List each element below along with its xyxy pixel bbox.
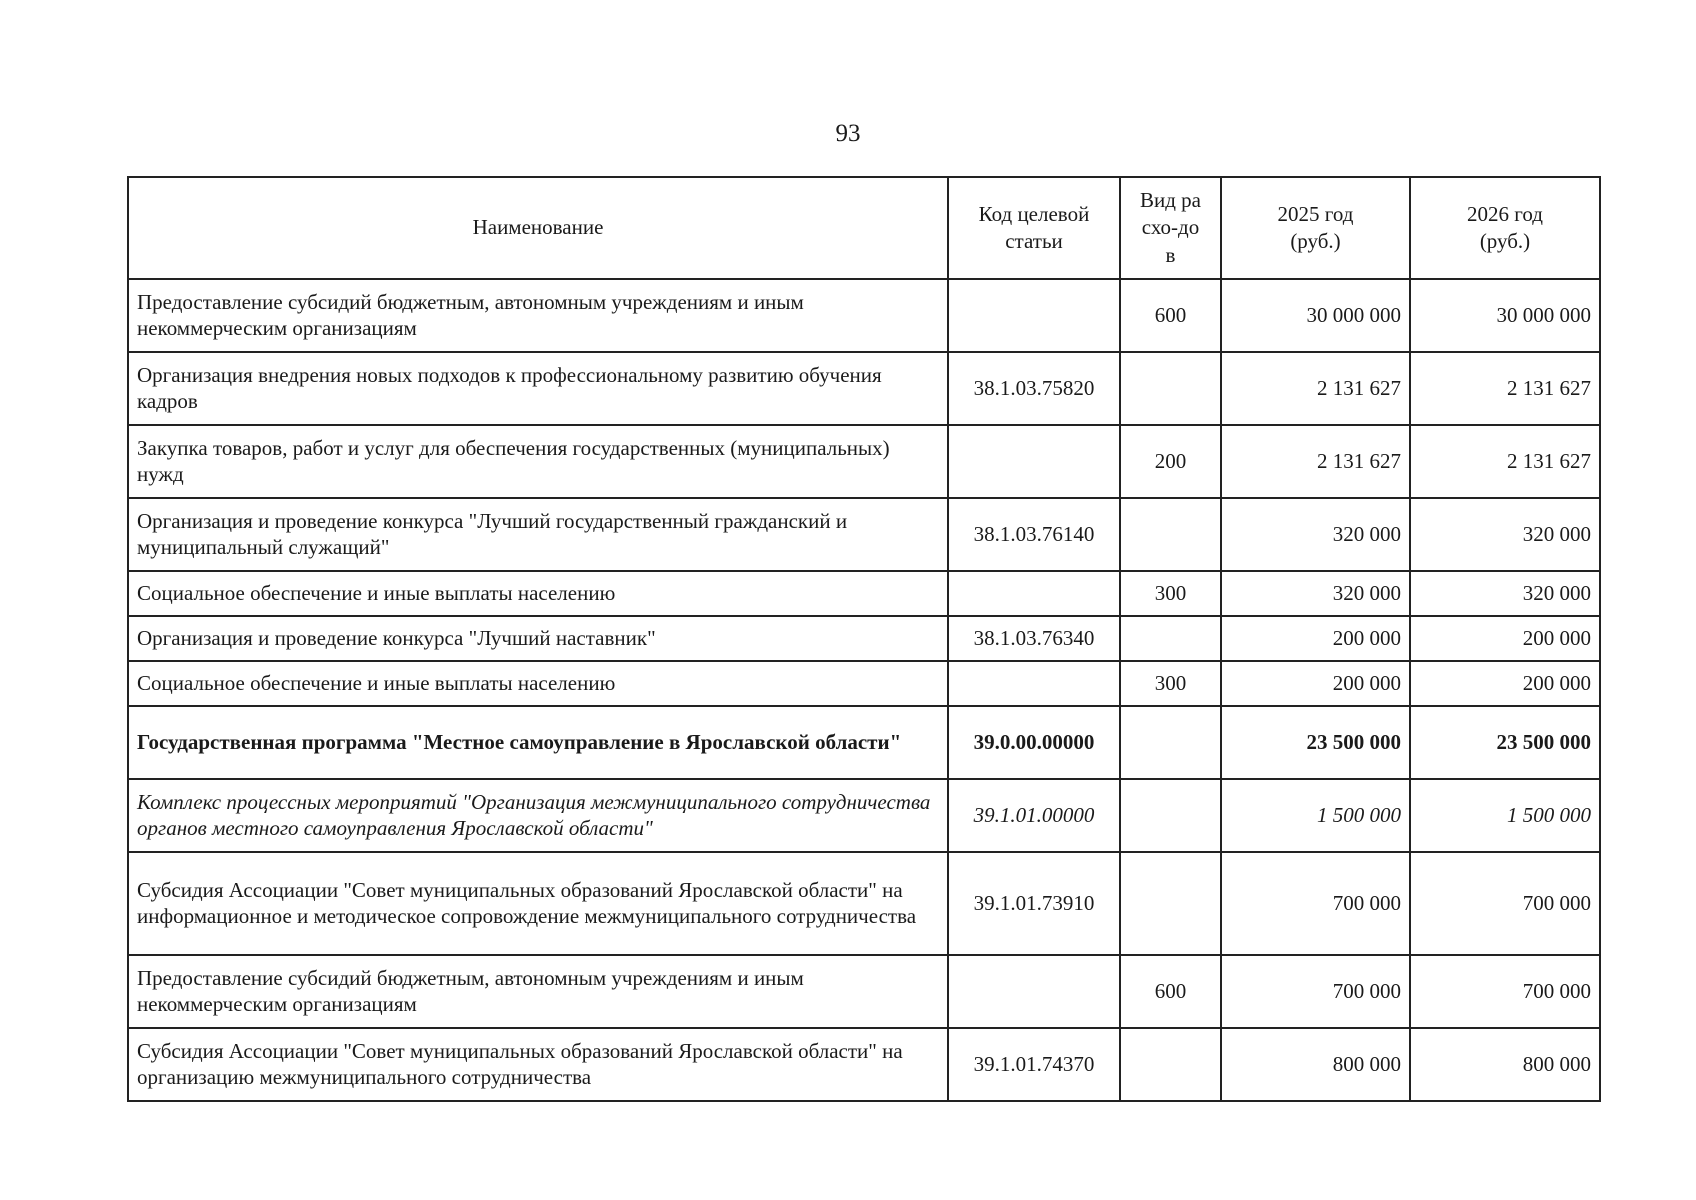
table-row [128, 279, 1600, 352]
cell-name: Государственная программа "Местное самоуправление в Ярославской области" [128, 706, 948, 779]
cell-amount-2025: 30 000 000 [1221, 279, 1410, 352]
cell-name: Предоставление субсидий бюджетным, автономным учреждениям и иным некоммерческим организациям [128, 279, 948, 352]
header-type-text: Вид расхо-дов [1139, 188, 1201, 267]
cell-name: Организация и проведение конкурса "Лучший государственный гражданский и муниципальный служащий" [128, 498, 948, 571]
cell-amount-2026: 200 000 [1410, 616, 1600, 661]
table-body [128, 279, 1600, 1101]
table-row [128, 425, 1600, 498]
header-2026-text: 2026 год (руб.) [1467, 201, 1543, 253]
cell-name: Субсидия Ассоциации "Совет муниципальных образований Ярославской области" на организацию межмуниципального сотрудничества [128, 1028, 948, 1101]
cell-amount-2026: 200 000 [1410, 661, 1600, 706]
cell-code [948, 425, 1120, 498]
cell-type: 200 [1120, 425, 1221, 498]
cell-amount-2025: 700 000 [1221, 852, 1410, 955]
cell-amount-2026: 2 131 627 [1410, 352, 1600, 425]
header-type [1120, 177, 1221, 279]
cell-name: Субсидия Ассоциации "Совет муниципальных образований Ярославской области" на информационное и методическое сопровождение межмуниципального сотрудничества [128, 852, 948, 955]
cell-code: 38.1.03.75820 [948, 352, 1120, 425]
cell-type: 600 [1120, 279, 1221, 352]
header-name: Наименование [128, 177, 948, 279]
cell-amount-2025: 1 500 000 [1221, 779, 1410, 852]
cell-type [1120, 616, 1221, 661]
cell-type [1120, 706, 1221, 779]
cell-code [948, 661, 1120, 706]
cell-amount-2025: 200 000 [1221, 661, 1410, 706]
cell-name: Организация внедрения новых подходов к профессиональному развитию обучения кадров [128, 352, 948, 425]
header-2025 [1221, 177, 1410, 279]
cell-type [1120, 1028, 1221, 1101]
cell-code: 39.0.00.00000 [948, 706, 1120, 779]
cell-amount-2025: 23 500 000 [1221, 706, 1410, 779]
cell-name: Предоставление субсидий бюджетным, автономным учреждениям и иным некоммерческим организациям [128, 955, 948, 1028]
cell-amount-2025: 2 131 627 [1221, 352, 1410, 425]
cell-code: 39.1.01.73910 [948, 852, 1120, 955]
table-row [128, 571, 1600, 616]
cell-code [948, 571, 1120, 616]
cell-type [1120, 352, 1221, 425]
header-code-text: Код целевой статьи [978, 201, 1090, 253]
cell-code: 39.1.01.74370 [948, 1028, 1120, 1101]
header-2026 [1410, 177, 1600, 279]
cell-code: 38.1.03.76140 [948, 498, 1120, 571]
cell-amount-2025: 200 000 [1221, 616, 1410, 661]
cell-code: 38.1.03.76340 [948, 616, 1120, 661]
cell-type: 300 [1120, 571, 1221, 616]
cell-amount-2026: 800 000 [1410, 1028, 1600, 1101]
cell-name: Социальное обеспечение и иные выплаты населению [128, 571, 948, 616]
table-header-row [128, 177, 1600, 279]
header-code [948, 177, 1120, 279]
cell-name: Закупка товаров, работ и услуг для обеспечения государственных (муниципальных) нужд [128, 425, 948, 498]
cell-amount-2026: 700 000 [1410, 955, 1600, 1028]
cell-type [1120, 852, 1221, 955]
cell-amount-2026: 320 000 [1410, 571, 1600, 616]
table-row [128, 498, 1600, 571]
table-row [128, 852, 1600, 955]
cell-type [1120, 779, 1221, 852]
cell-amount-2025: 320 000 [1221, 498, 1410, 571]
cell-code [948, 955, 1120, 1028]
table-row [128, 706, 1600, 779]
header-2025-text: 2025 год (руб.) [1277, 201, 1354, 253]
table-row [128, 779, 1600, 852]
cell-amount-2026: 2 131 627 [1410, 425, 1600, 498]
cell-amount-2026: 320 000 [1410, 498, 1600, 571]
table-row [128, 955, 1600, 1028]
page-number: 93 [835, 120, 861, 147]
cell-amount-2026: 1 500 000 [1410, 779, 1600, 852]
budget-table [127, 176, 1601, 1102]
cell-amount-2025: 800 000 [1221, 1028, 1410, 1101]
cell-amount-2026: 700 000 [1410, 852, 1600, 955]
cell-type [1120, 498, 1221, 571]
table-row [128, 1028, 1600, 1101]
table-row [128, 661, 1600, 706]
cell-name: Организация и проведение конкурса "Лучший наставник" [128, 616, 948, 661]
table-row [128, 352, 1600, 425]
table-row [128, 616, 1600, 661]
cell-amount-2025: 700 000 [1221, 955, 1410, 1028]
cell-code [948, 279, 1120, 352]
cell-type: 600 [1120, 955, 1221, 1028]
cell-type: 300 [1120, 661, 1221, 706]
cell-code: 39.1.01.00000 [948, 779, 1120, 852]
cell-name: Комплекс процессных мероприятий "Организация межмуниципального сотрудничества органов местного самоуправления Ярославской области" [128, 779, 948, 852]
cell-name: Социальное обеспечение и иные выплаты населению [128, 661, 948, 706]
cell-amount-2025: 320 000 [1221, 571, 1410, 616]
cell-amount-2026: 23 500 000 [1410, 706, 1600, 779]
cell-amount-2025: 2 131 627 [1221, 425, 1410, 498]
cell-amount-2026: 30 000 000 [1410, 279, 1600, 352]
